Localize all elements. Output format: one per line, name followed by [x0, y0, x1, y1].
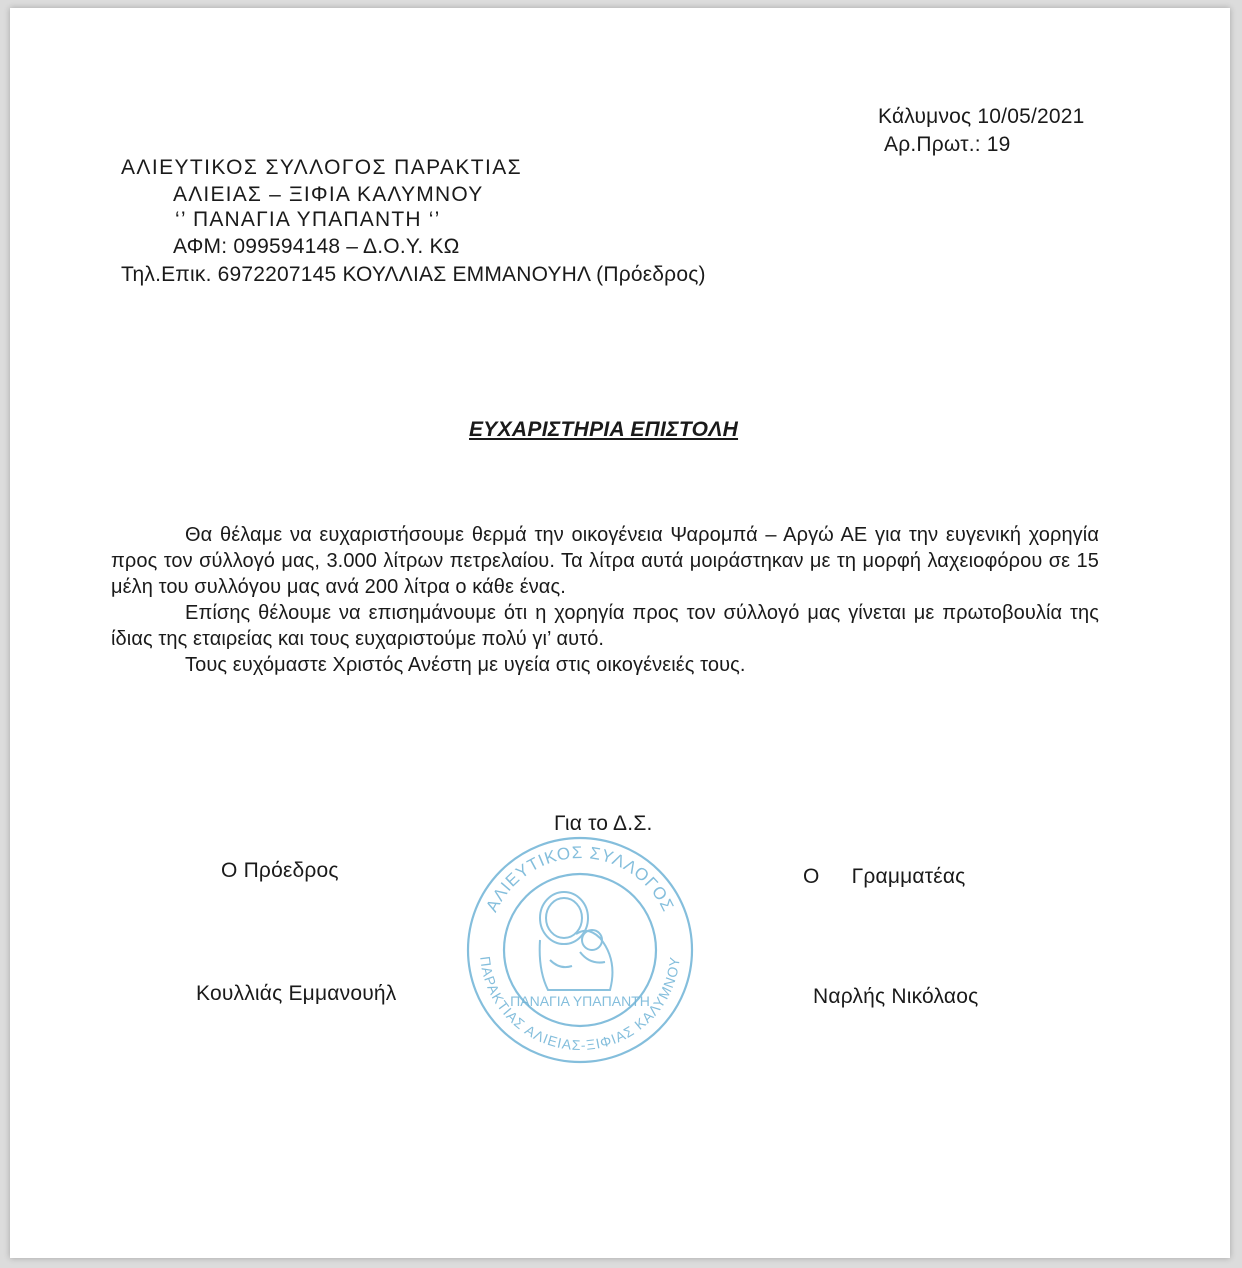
secretary-name: Ναρλής Νικόλαος — [813, 985, 979, 1008]
stamp-bottom-text: ΠΑΡΑΚΤΙΑΣ ΑΛΙΕΙΑΣ-ΞΙΦΙΑΣ ΚΑΛΥΜΝΟΥ — [477, 955, 683, 1054]
org-name-line2: ΑΛΙΕΙΑΣ – ΞΙΦΙΑ ΚΑΛΥΜΝΟΥ — [173, 183, 484, 206]
icon-image — [540, 892, 613, 990]
stamp-top-text: ΑΛΙΕΥΤΙΚΟΣ ΣΥΛΛΟΓΟΣ — [482, 842, 678, 916]
org-name-line1: ΑΛΙΕΥΤΙΚΟΣ ΣΥΛΛΟΓΟΣ ΠΑΡΑΚΤΙΑΣ — [121, 156, 523, 179]
body-paragraph-3: Τους ευχόμαστε Χριστός Ανέστη με υγεία στις οικογένειές τους. — [185, 654, 746, 676]
stamp-middle-text: ΠΑΝΑΓΙΑ ΥΠΑΠΑΝΤΗ — [510, 993, 650, 1009]
association-stamp — [460, 830, 700, 1070]
org-tax-id: ΑΦΜ: 099594148 – Δ.Ο.Υ. ΚΩ — [173, 235, 460, 258]
org-contact: Τηλ.Επικ. 6972207145 ΚΟΥΛΛΙΑΣ ΕΜΜΑΝΟΥΗΛ (Πρόεδρος) — [121, 263, 706, 286]
place-date: Κάλυμνος 10/05/2021 — [878, 105, 1085, 128]
for-board-label: Για το Δ.Σ. — [554, 812, 653, 835]
president-name: Κουλλιάς Εμμανουήλ — [196, 982, 397, 1005]
letter-title: ΕΥΧΑΡΙΣΤΗΡΙΑ ΕΠΙΣΤΟΛΗ — [469, 418, 739, 441]
body-paragraph-1: Θα θέλαμε να ευχαριστήσουμε θερμά την οικογένεια Ψαρομπά – Αργώ ΑΕ για την ευγενική χορηγία προς τον σύλλογό μας, 3.000 λίτρων πετρελαίου. Τα λίτρα αυτά μοιράστηκαν με τη μορφή λαχειοφόρου σε 15 μέλη του συλλόγου μας ανά 200 λίτρα ο κάθε ένας. — [111, 524, 1099, 598]
letter-page — [10, 8, 1230, 1258]
secretary-title: Ο Γραμματέας — [803, 865, 966, 888]
org-name-line3: ‘’ ΠΑΝΑΓΙΑ ΥΠΑΠΑΝΤΗ ‘’ — [175, 208, 441, 231]
body-paragraph-2: Επίσης θέλουμε να επισημάνουμε ότι η χορηγία προς τον σύλλογό μας γίνεται με πρωτοβουλία της ίδιας της εταιρείας και τους ευχαριστούμε πολύ γι’ αυτό. — [111, 602, 1099, 650]
letter-body — [111, 522, 1099, 678]
president-title: Ο Πρόεδρος — [221, 859, 339, 882]
protocol-number: Αρ.Πρωτ.: 19 — [884, 133, 1011, 156]
